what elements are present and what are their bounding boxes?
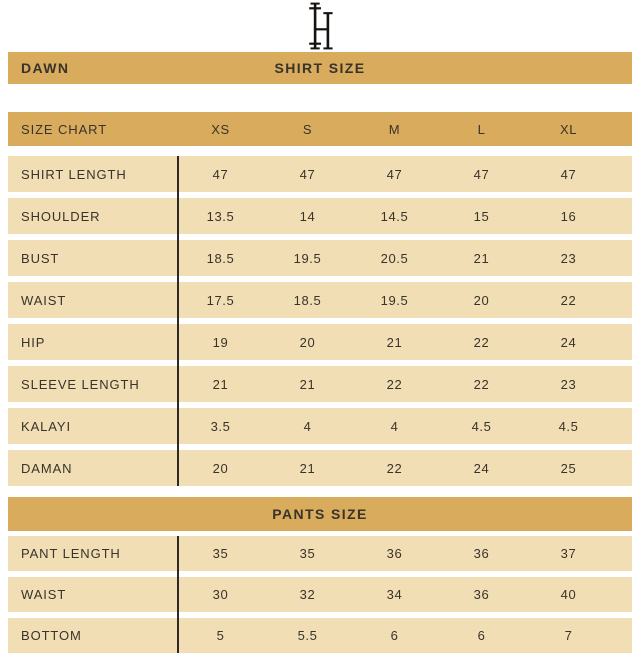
cell-value: 20 [212, 460, 229, 476]
cell-value: 24 [473, 460, 490, 476]
cell-value: 21 [299, 376, 316, 392]
row-label: DAMAN [21, 460, 73, 476]
size-chart-label: SIZE CHART [21, 121, 108, 137]
cell-value: 23 [560, 250, 577, 266]
column-divider-line [177, 156, 179, 486]
cell-value: 36 [386, 546, 403, 561]
cell-value: 40 [560, 587, 577, 602]
row-label: SHOULDER [21, 208, 101, 224]
cell-value: 19.5 [293, 250, 322, 266]
row-values [177, 377, 632, 392]
table-row [8, 577, 632, 612]
brand-name: DAWN [21, 60, 70, 76]
row-label: PANT LENGTH [21, 546, 121, 561]
cell-value: 4 [303, 418, 312, 434]
cell-value: 21 [212, 376, 229, 392]
size-column-headers [177, 122, 632, 137]
size-column-header: M [388, 121, 401, 137]
cell-value: 47 [386, 166, 403, 182]
size-column-header: L [477, 121, 486, 137]
table-row [8, 324, 632, 360]
row-values [177, 251, 632, 266]
cell-value: 13.5 [206, 208, 235, 224]
size-chart-table [8, 52, 632, 653]
cell-value: 4.5 [471, 418, 492, 434]
pants-size-title-row [8, 497, 632, 531]
table-row [8, 618, 632, 653]
cell-value: 30 [212, 587, 229, 602]
cell-value: 5 [216, 628, 225, 643]
row-label: WAIST [21, 292, 67, 308]
cell-value: 19 [212, 334, 229, 350]
row-values [177, 209, 632, 224]
cell-value: 4.5 [558, 418, 579, 434]
row-values [177, 461, 632, 476]
cell-value: 22 [560, 292, 577, 308]
cell-value: 17.5 [206, 292, 235, 308]
row-label: BOTTOM [21, 628, 82, 643]
cell-value: 22 [386, 376, 403, 392]
cell-value: 36 [473, 587, 490, 602]
row-values [177, 335, 632, 350]
pants-measurements-section [8, 536, 632, 653]
cell-value: 6 [477, 628, 486, 643]
cell-value: 21 [473, 250, 490, 266]
table-row [8, 240, 632, 276]
cell-value: 3.5 [210, 418, 231, 434]
brand-logo [0, 0, 640, 52]
table-row [8, 408, 632, 444]
row-values [177, 628, 632, 643]
row-values [177, 546, 632, 561]
row-values [177, 587, 632, 602]
table-row [8, 282, 632, 318]
cell-value: 34 [386, 587, 403, 602]
cell-value: 21 [299, 460, 316, 476]
cell-value: 35 [299, 546, 316, 561]
size-column-header: XS [211, 121, 230, 137]
cell-value: 20 [299, 334, 316, 350]
cell-value: 20 [473, 292, 490, 308]
cell-value: 47 [473, 166, 490, 182]
table-row [8, 536, 632, 571]
size-chart-header-row [8, 112, 632, 146]
cell-value: 37 [560, 546, 577, 561]
table-row [8, 366, 632, 402]
row-label: KALAYI [21, 418, 71, 434]
brand-monogram-h-icon [301, 2, 339, 50]
cell-value: 18.5 [293, 292, 322, 308]
cell-value: 14 [299, 208, 316, 224]
shirt-measurements-section [8, 156, 632, 486]
row-values [177, 167, 632, 182]
shirt-size-title: SHIRT SIZE [274, 60, 366, 76]
cell-value: 35 [212, 546, 229, 561]
table-title-row [8, 52, 632, 84]
size-column-header: S [302, 121, 313, 137]
cell-value: 23 [560, 376, 577, 392]
cell-value: 25 [560, 460, 577, 476]
cell-value: 6 [390, 628, 399, 643]
cell-value: 4 [390, 418, 399, 434]
cell-value: 7 [564, 628, 573, 643]
cell-value: 22 [473, 334, 490, 350]
column-divider-line [177, 536, 179, 653]
size-column-header: XL [559, 121, 578, 137]
row-label: SHIRT LENGTH [21, 166, 127, 182]
row-label: HIP [21, 334, 46, 350]
row-values [177, 293, 632, 308]
cell-value: 15 [473, 208, 490, 224]
cell-value: 47 [560, 166, 577, 182]
cell-value: 14.5 [380, 208, 409, 224]
row-label: SLEEVE LENGTH [21, 376, 140, 392]
table-row [8, 156, 632, 192]
cell-value: 22 [386, 460, 403, 476]
cell-value: 5.5 [297, 628, 318, 643]
cell-value: 16 [560, 208, 577, 224]
table-row [8, 450, 632, 486]
row-label: WAIST [21, 587, 67, 602]
row-values [177, 419, 632, 434]
cell-value: 47 [212, 166, 229, 182]
cell-value: 18.5 [206, 250, 235, 266]
cell-value: 21 [386, 334, 403, 350]
cell-value: 22 [473, 376, 490, 392]
pants-size-title: PANTS SIZE [272, 506, 368, 522]
cell-value: 47 [299, 166, 316, 182]
cell-value: 19.5 [380, 292, 409, 308]
cell-value: 24 [560, 334, 577, 350]
cell-value: 32 [299, 587, 316, 602]
cell-value: 36 [473, 546, 490, 561]
cell-value: 20.5 [380, 250, 409, 266]
table-row [8, 198, 632, 234]
row-label: BUST [21, 250, 60, 266]
